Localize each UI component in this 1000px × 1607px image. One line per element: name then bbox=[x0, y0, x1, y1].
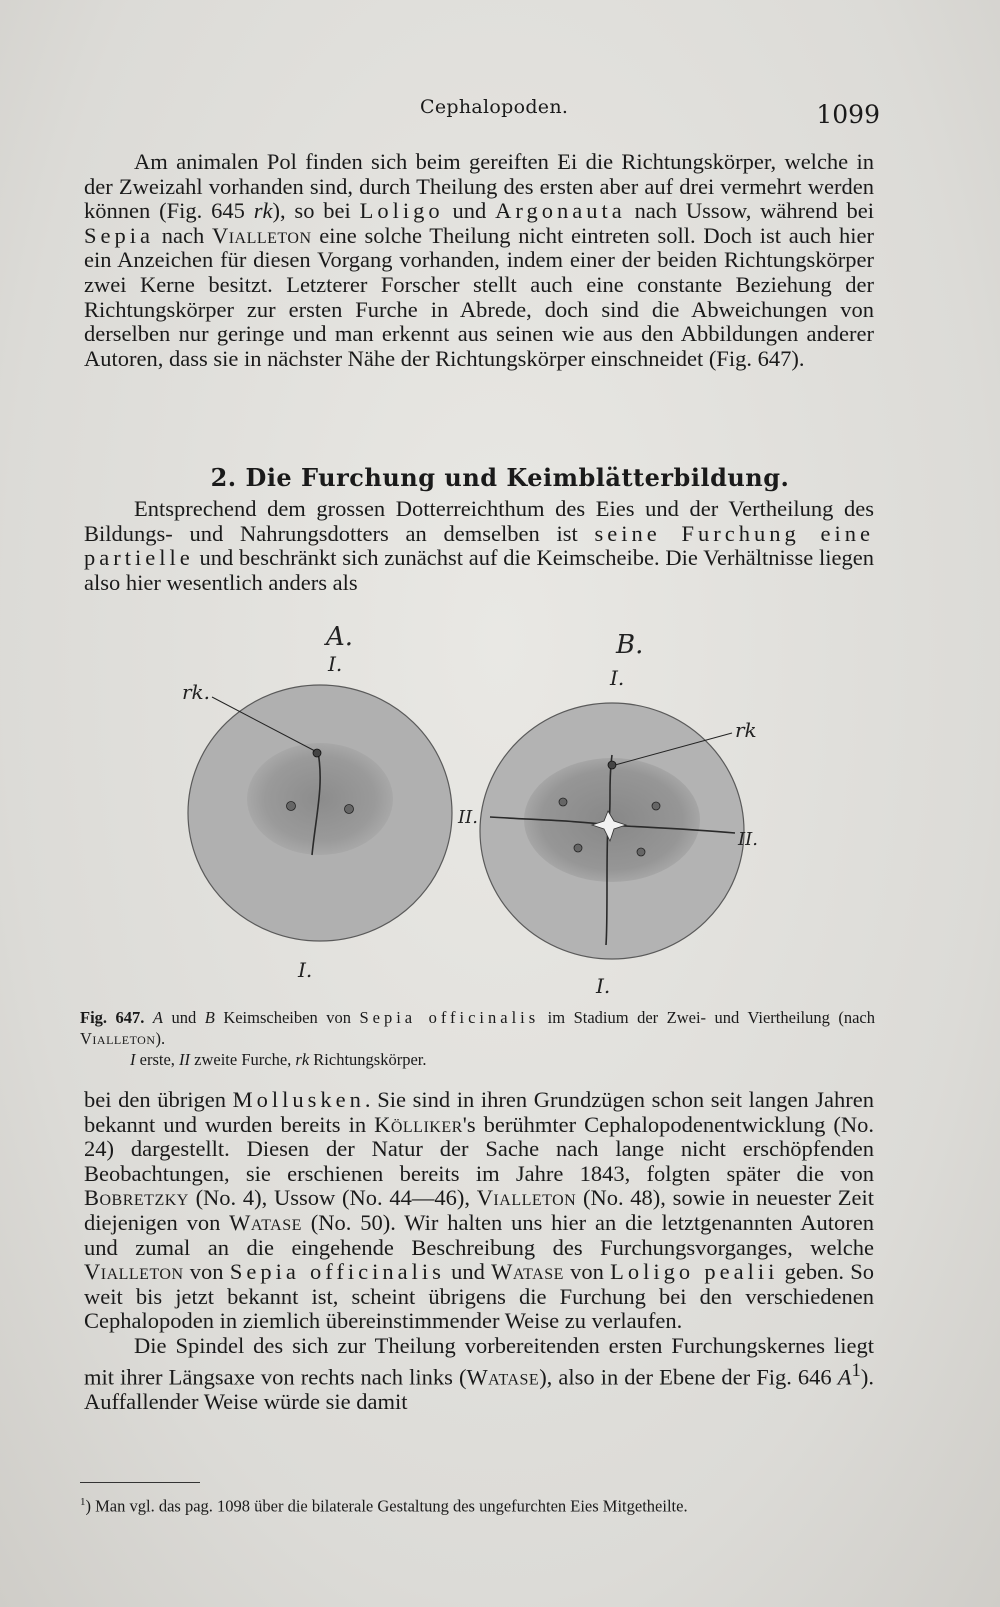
label-first-furrow-top-a: I. bbox=[328, 652, 343, 676]
text-run: ), so bei bbox=[272, 198, 360, 224]
author-name: Bobretzky bbox=[84, 1185, 189, 1211]
keimscheibe-a bbox=[188, 685, 452, 941]
text-run: geben. So weit bis jetzt bekannt ist, scheint übrigens die Furchung bei den verschiedenen Cephalopoden in ziemlich übereinstimmender Weise zu verlaufen. bbox=[84, 1259, 875, 1334]
genus-name: Loligo bbox=[359, 198, 444, 224]
page-number: 1099 bbox=[816, 100, 880, 129]
text-run: ). bbox=[155, 1029, 166, 1048]
author-name: Vialleton bbox=[80, 1029, 156, 1048]
figure-647 bbox=[160, 615, 800, 1005]
footnote-marker: 1 bbox=[80, 1496, 86, 1508]
label-first-furrow-bottom-b: I. bbox=[596, 974, 611, 998]
figure-label-a: A. bbox=[326, 622, 354, 652]
figure-number: Fig. 647. bbox=[80, 1008, 145, 1027]
genus-name: Sepia bbox=[84, 222, 154, 248]
keimscheibe-b bbox=[480, 703, 744, 959]
text-run: II bbox=[179, 1050, 191, 1069]
text-run: eine solche Theilung nicht eintreten soll. Doch ist auch hier ein Anzeichen für diesen Vorgang vorhanden, indem einer der beiden Richtungskörper zwei Kerne besitzt. Letzterer Forscher stellt auch eine constante Beziehung der Richtungskörper zur ersten Furche in Abrede, doch sind die Abweichungen von derselben nur geringe und man erkennt aus seinen wie aus den Abbildungen anderer Autoren, dass sie in nächster Nähe der Richtungskörper einschneidet (Fig. 647). bbox=[84, 222, 874, 371]
text-run: und beschränkt sich zunächst auf die Keimscheibe. Die Verhältnisse liegen also hier wesentlich anders als bbox=[84, 545, 874, 595]
author-name: Watase bbox=[229, 1209, 302, 1235]
text-run: und bbox=[444, 1259, 492, 1285]
footnote-divider bbox=[80, 1482, 200, 1483]
text-run: (No. 50). Wir halten uns hier an die letztgenannten Autoren und zumal an die eingehende Beschreibung des Furchungsvorganges, welche bbox=[84, 1209, 874, 1260]
text-run: (No. 48), sowie in neuester Zeit diejenigen von bbox=[84, 1185, 875, 1235]
paragraph-furchung bbox=[84, 497, 874, 595]
species-name: Loligo pealii bbox=[610, 1259, 779, 1285]
nucleus bbox=[559, 798, 567, 806]
text-run: ), also in der Ebene der Fig. 646 bbox=[539, 1364, 838, 1390]
genus-name: Argonauta bbox=[495, 198, 626, 224]
section-heading: 2. Die Furchung und Keimblätterbildung. bbox=[210, 463, 790, 492]
text-run: A bbox=[837, 1364, 852, 1390]
author-name: Vialleton bbox=[476, 1185, 577, 1211]
page-header bbox=[80, 96, 880, 136]
disc-a-blastoderm bbox=[247, 743, 393, 855]
nucleus bbox=[345, 805, 354, 814]
richtungskoerper-b bbox=[608, 761, 616, 769]
author-name: Watase bbox=[491, 1259, 564, 1285]
nucleus bbox=[287, 802, 296, 811]
emphasized-text: Mollusken bbox=[232, 1087, 365, 1112]
figure-caption bbox=[80, 1007, 875, 1070]
nucleus bbox=[652, 802, 660, 810]
author-name: Vialleton bbox=[84, 1259, 184, 1285]
text-run: und bbox=[163, 1008, 205, 1027]
author-name: Vialleton bbox=[211, 222, 312, 248]
species-name: Sepia officinalis bbox=[229, 1259, 445, 1285]
figure-illustration bbox=[160, 615, 800, 1005]
text-run: . Sie sind in ihren Grundzügen schon seit langen Jahren bekannt und wurden bereits in bbox=[84, 1087, 874, 1137]
running-title: Cephalopoden. bbox=[420, 96, 569, 118]
footnote bbox=[80, 1492, 875, 1517]
text-run: bei den übrigen bbox=[84, 1087, 233, 1112]
label-second-furrow-left-b: II. bbox=[458, 807, 478, 828]
text-run: und bbox=[443, 198, 496, 224]
text-run: zweite Furche, bbox=[190, 1050, 296, 1069]
text-run: Am animalen Pol finden sich beim gereiften Ei die Richtungskörper, welche in der Zweizahl vorhanden sind, durch Theilung des ersten aber auf drei vermehrt werden können (Fig. 645 bbox=[84, 149, 874, 224]
label-second-furrow-right-b: II. bbox=[738, 829, 758, 850]
footnote-text: ) Man vgl. das pag. 1098 über die bilaterale Gestaltung des ungefurchten Eies Mitgetheilte. bbox=[85, 1496, 688, 1516]
text-run: Keimscheiben von bbox=[214, 1008, 360, 1027]
author-name: Kölliker bbox=[374, 1111, 463, 1137]
label-rk-a: rk. bbox=[182, 680, 211, 704]
text-run: Entsprechend dem grossen Dotterreichthum des Eies und der Vertheilung des Bildungs- und Nahrungsdotters an demselben ist bbox=[84, 496, 874, 546]
label-first-furrow-top-b: I. bbox=[610, 666, 625, 690]
text-run: erste, bbox=[135, 1050, 180, 1069]
text-run: ). Auffallender Weise würde sie damit bbox=[84, 1364, 874, 1414]
species-name: Sepia officinalis bbox=[359, 1008, 540, 1027]
text-run: von bbox=[183, 1259, 230, 1285]
emphasized-text: seine Furchung eine partielle bbox=[84, 520, 874, 571]
text-run: Richtungskörper. bbox=[309, 1050, 427, 1069]
text-run: im Stadium der Zwei- und Viertheilung (nach bbox=[539, 1008, 875, 1027]
nucleus bbox=[574, 844, 582, 852]
author-name: Watase bbox=[466, 1364, 540, 1390]
text-run: rk bbox=[295, 1050, 310, 1069]
figure-label-b: B. bbox=[616, 630, 644, 660]
footnote-ref: 1 bbox=[851, 1359, 861, 1381]
text-run: 's berühmter Cephalopodenentwicklung (No. 24) dargestellt. Diesen der Natur der Sache nach lange nicht erschöpfenden Beobachtungen, sie erschienen bereits im Jahre 1843, folgten später die von bbox=[84, 1111, 874, 1186]
text-run: B bbox=[204, 1008, 215, 1027]
text-run: I bbox=[130, 1050, 136, 1069]
text-run: (No. 4), Ussow (No. 44—46), bbox=[188, 1185, 477, 1211]
text-run: von bbox=[563, 1259, 611, 1285]
paragraph-richtungskoerper bbox=[84, 150, 874, 371]
text-run: Die Spindel des sich zur Theilung vorbereitenden ersten Furchungskernes liegt mit ihrer Längsaxe von rechts nach links ( bbox=[84, 1332, 874, 1390]
text-run: nach bbox=[154, 222, 212, 248]
label-first-furrow-bottom-a: I. bbox=[298, 958, 313, 982]
label-rk-b: rk bbox=[735, 718, 757, 742]
paragraph-literature bbox=[84, 1088, 874, 1414]
nucleus bbox=[637, 848, 645, 856]
text-run: A bbox=[152, 1008, 163, 1027]
text-run: nach Ussow, während bei bbox=[625, 198, 874, 224]
text-run: rk bbox=[253, 198, 273, 224]
